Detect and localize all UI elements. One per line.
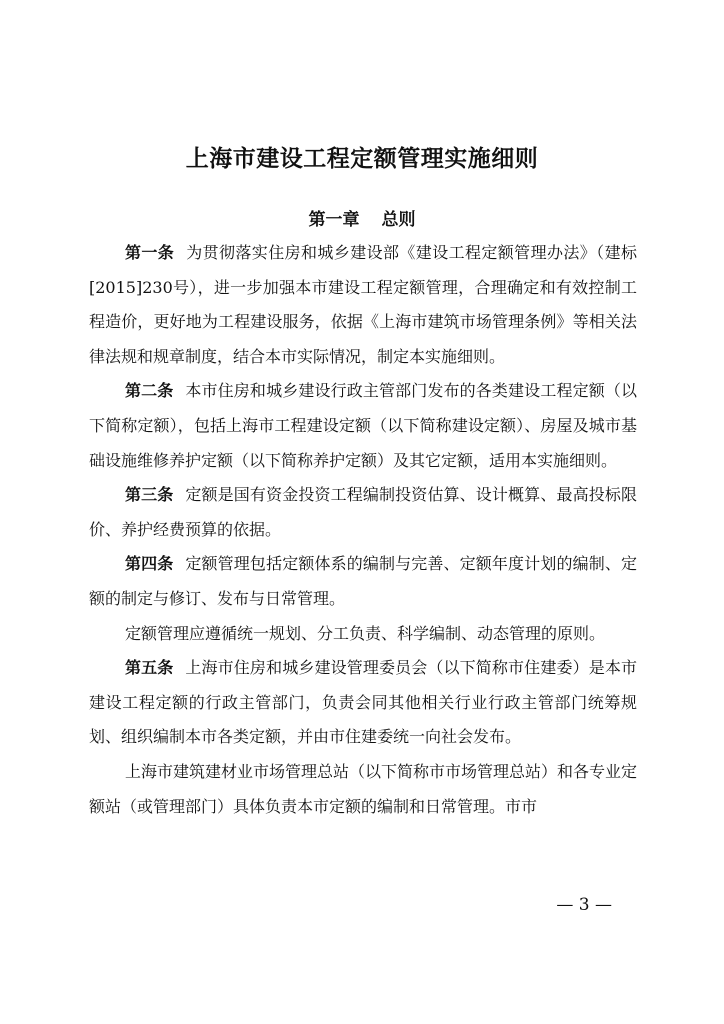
chapter-name: 总则 (381, 210, 416, 230)
document-body (89, 236, 637, 824)
paragraph-article-3 (89, 478, 637, 547)
paragraph-article-1 (89, 236, 637, 374)
paragraph-article-5-continued (89, 755, 637, 824)
page-number: — 3 — (556, 895, 612, 915)
article-label: 第一条 (125, 243, 175, 262)
paragraph-article-4 (89, 547, 637, 616)
paragraph-article-2 (89, 374, 637, 478)
paragraph-text: 为贯彻落实住房和城乡建设部《建设工程定额管理办法》（建标[2015]230号），进一步加强本市建设工程定额管理，合理确定和有效控制工程造价，更好地为工程建设服务，依据《上海市建筑市场管理条例》等相关法律法规和规章制度，结合本市实际情况，制定本实施细则。 (89, 243, 637, 366)
paragraph-text: 定额是国有资金投资工程编制投资估算、设计概算、最高投标限价、养护经费预算的依据。 (89, 485, 637, 539)
document-title: 上海市建设工程定额管理实施细则 (185, 146, 539, 172)
article-label: 第二条 (125, 381, 174, 401)
article-label: 第五条 (125, 658, 174, 678)
paragraph-text: 定额管理应遵循统一规划、分工负责、科学编制、动态管理的原则。 (125, 623, 606, 643)
paragraph-text: 本市住房和城乡建设行政主管部门发布的各类建设工程定额（以下简称定额），包括上海市工程建设定额（以下简称建设定额）、房屋及城市基础设施维修养护定额（以下简称养护定额）及其它定额，适用本实施细则。 (89, 381, 637, 470)
article-label: 第四条 (125, 554, 174, 574)
paragraph-text: 定额管理包括定额体系的编制与完善、定额年度计划的编制、定额的制定与修订、发布与日常管理。 (89, 554, 637, 608)
paragraph-article-4-continued (89, 617, 637, 652)
article-label: 第三条 (125, 485, 174, 505)
chapter-number: 第一章 (308, 210, 360, 230)
paragraph-article-5 (89, 651, 637, 755)
paragraph-text: 上海市建筑建材业市场管理总站（以下简称市市场管理总站）和各专业定额站（或管理部门）具体负责本市定额的编制和日常管理。市市 (89, 761, 638, 816)
chapter-heading (0, 205, 724, 230)
paragraph-text: 上海市住房和城乡建设管理委员会（以下简称市住建委）是本市建设工程定额的行政主管部门，负责会同其他相关行业行政主管部门统筹规划、组织编制本市各类定额，并由市住建委统一向社会发布。 (89, 658, 637, 747)
